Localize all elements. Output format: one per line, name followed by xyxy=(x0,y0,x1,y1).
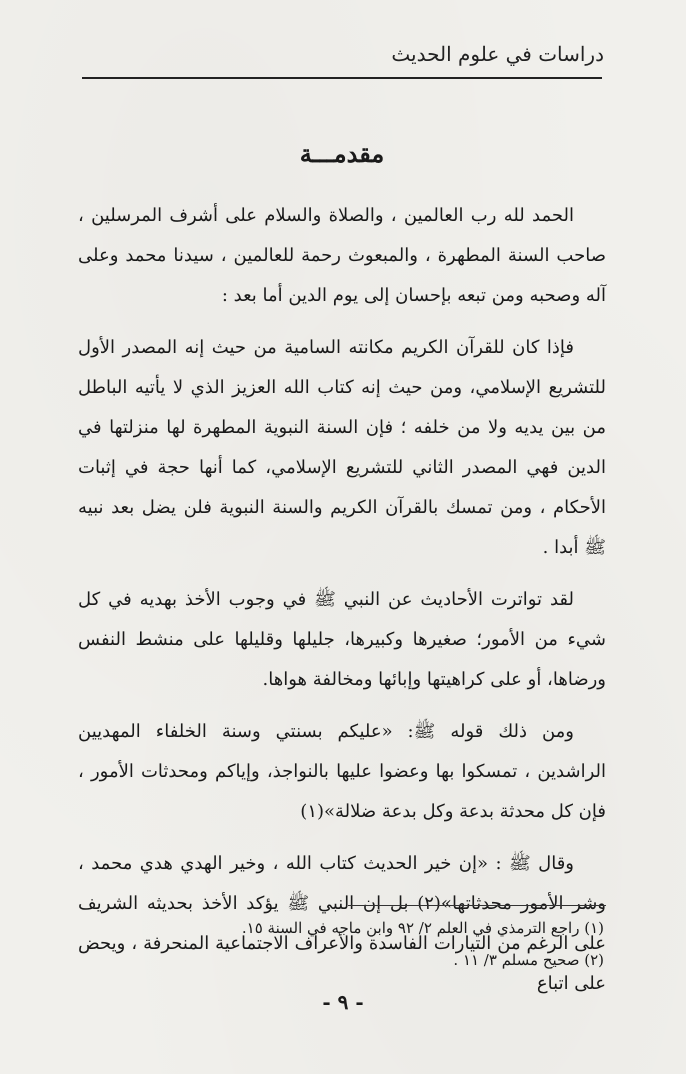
paragraph-5: وقال ﷺ : «إن خير الحديث كتاب الله ، وخير الهدي هدي محمد ، وشر الأمور محدثاتها»(٢) بل إن النبي ﷺ يؤكد الأخذ بحديثه الشريف على الرغم من التيارات الفاسدة والأعراف الاجتماعية المنحرفة ، ويحض على اتباع xyxy=(78,853,606,994)
paragraph-1: الحمد لله رب العالمين ، والصلاة والسلام على أشرف المرسلين ، صاحب السنة المطهرة ، والمبعوث رحمة للعالمين ، سيدنا محمد وعلى آله وصحبه ومن تبعه بإحسان إلى يوم الدين أما بعد : xyxy=(78,205,606,306)
footnotes xyxy=(90,912,604,976)
running-title: دراسات في علوم الحديث xyxy=(391,42,604,66)
footnote-2: (٢) صحيح مسلم ٣/ ١١ . xyxy=(453,951,604,969)
paragraph-2: فإذا كان للقرآن الكريم مكانته السامية من حيث إنه المصدر الأول للتشريع الإسلامي، ومن حيث إنه كتاب الله العزيز الذي لا يأتيه الباطل من بين يديه ولا من خلفه ؛ فإن السنة النبوية المطهرة لها منزلتها في الدين فهي المصدر الثاني للتشريع الإسلامي، كما أنها حجة في إثبات الأحكام ، ومن تمسك بالقرآن الكريم والسنة النبوية فلن يضل بعد نبيه ﷺ أبدا . xyxy=(78,337,607,558)
main-text xyxy=(78,134,606,1016)
footnote-1: (١) راجع الترمذي في العلم ٢/ ٩٢ وابن ماجه في السنة ١٥. xyxy=(241,919,604,937)
footnote-rule xyxy=(348,905,606,906)
paragraph-4: ومن ذلك قوله ﷺ: «عليكم بسنتي وسنة الخلفاء المهديين الراشدين ، تمسكوا بها وعضوا عليها بالنواجذ، وإياكم ومحدثات الأمور ، فإن كل محدثة بدعة وكل بدعة ضلالة»(١) xyxy=(78,721,606,822)
header-rule xyxy=(82,77,602,79)
paragraph-3: لقد تواترت الأحاديث عن النبي ﷺ في وجوب الأخذ بهديه في كل شيء من الأمور؛ صغيرها وكبيرها، جليلها وقليلها على منشط النفس ورضاها، أو على كراهيتها وإبائها ومخالفة هواها. xyxy=(78,589,606,690)
page-number: - ٩ - xyxy=(322,990,364,1014)
section-title: مقدمـــة xyxy=(299,139,385,168)
